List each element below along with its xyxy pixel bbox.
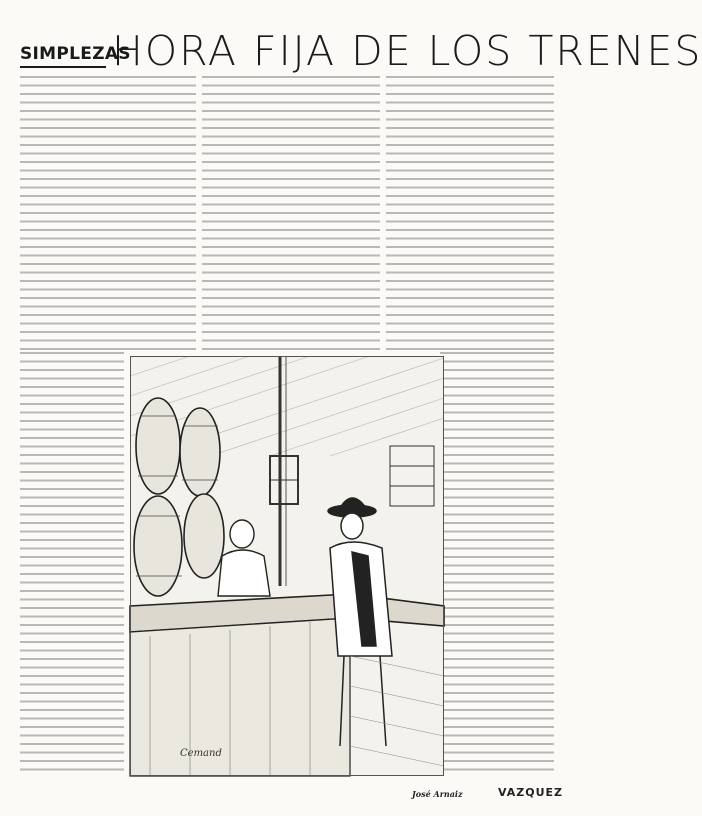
text-column-3: [386, 76, 554, 352]
author-surname: VAZQUEZ: [498, 786, 564, 799]
text-column-3-lower: [440, 352, 554, 772]
illustrator-signature: Cemand: [180, 748, 222, 759]
text-column-1: [20, 76, 196, 352]
article-headline: HORA FIJA DE LOS TRENES: [112, 27, 702, 75]
tavern-illustration: [130, 356, 444, 776]
text-column-1-lower: [20, 352, 130, 772]
author-first-name: José Arnaiz: [412, 789, 463, 799]
section-label: SIMPLEZAS: [20, 44, 106, 68]
text-column-2: [202, 76, 380, 352]
